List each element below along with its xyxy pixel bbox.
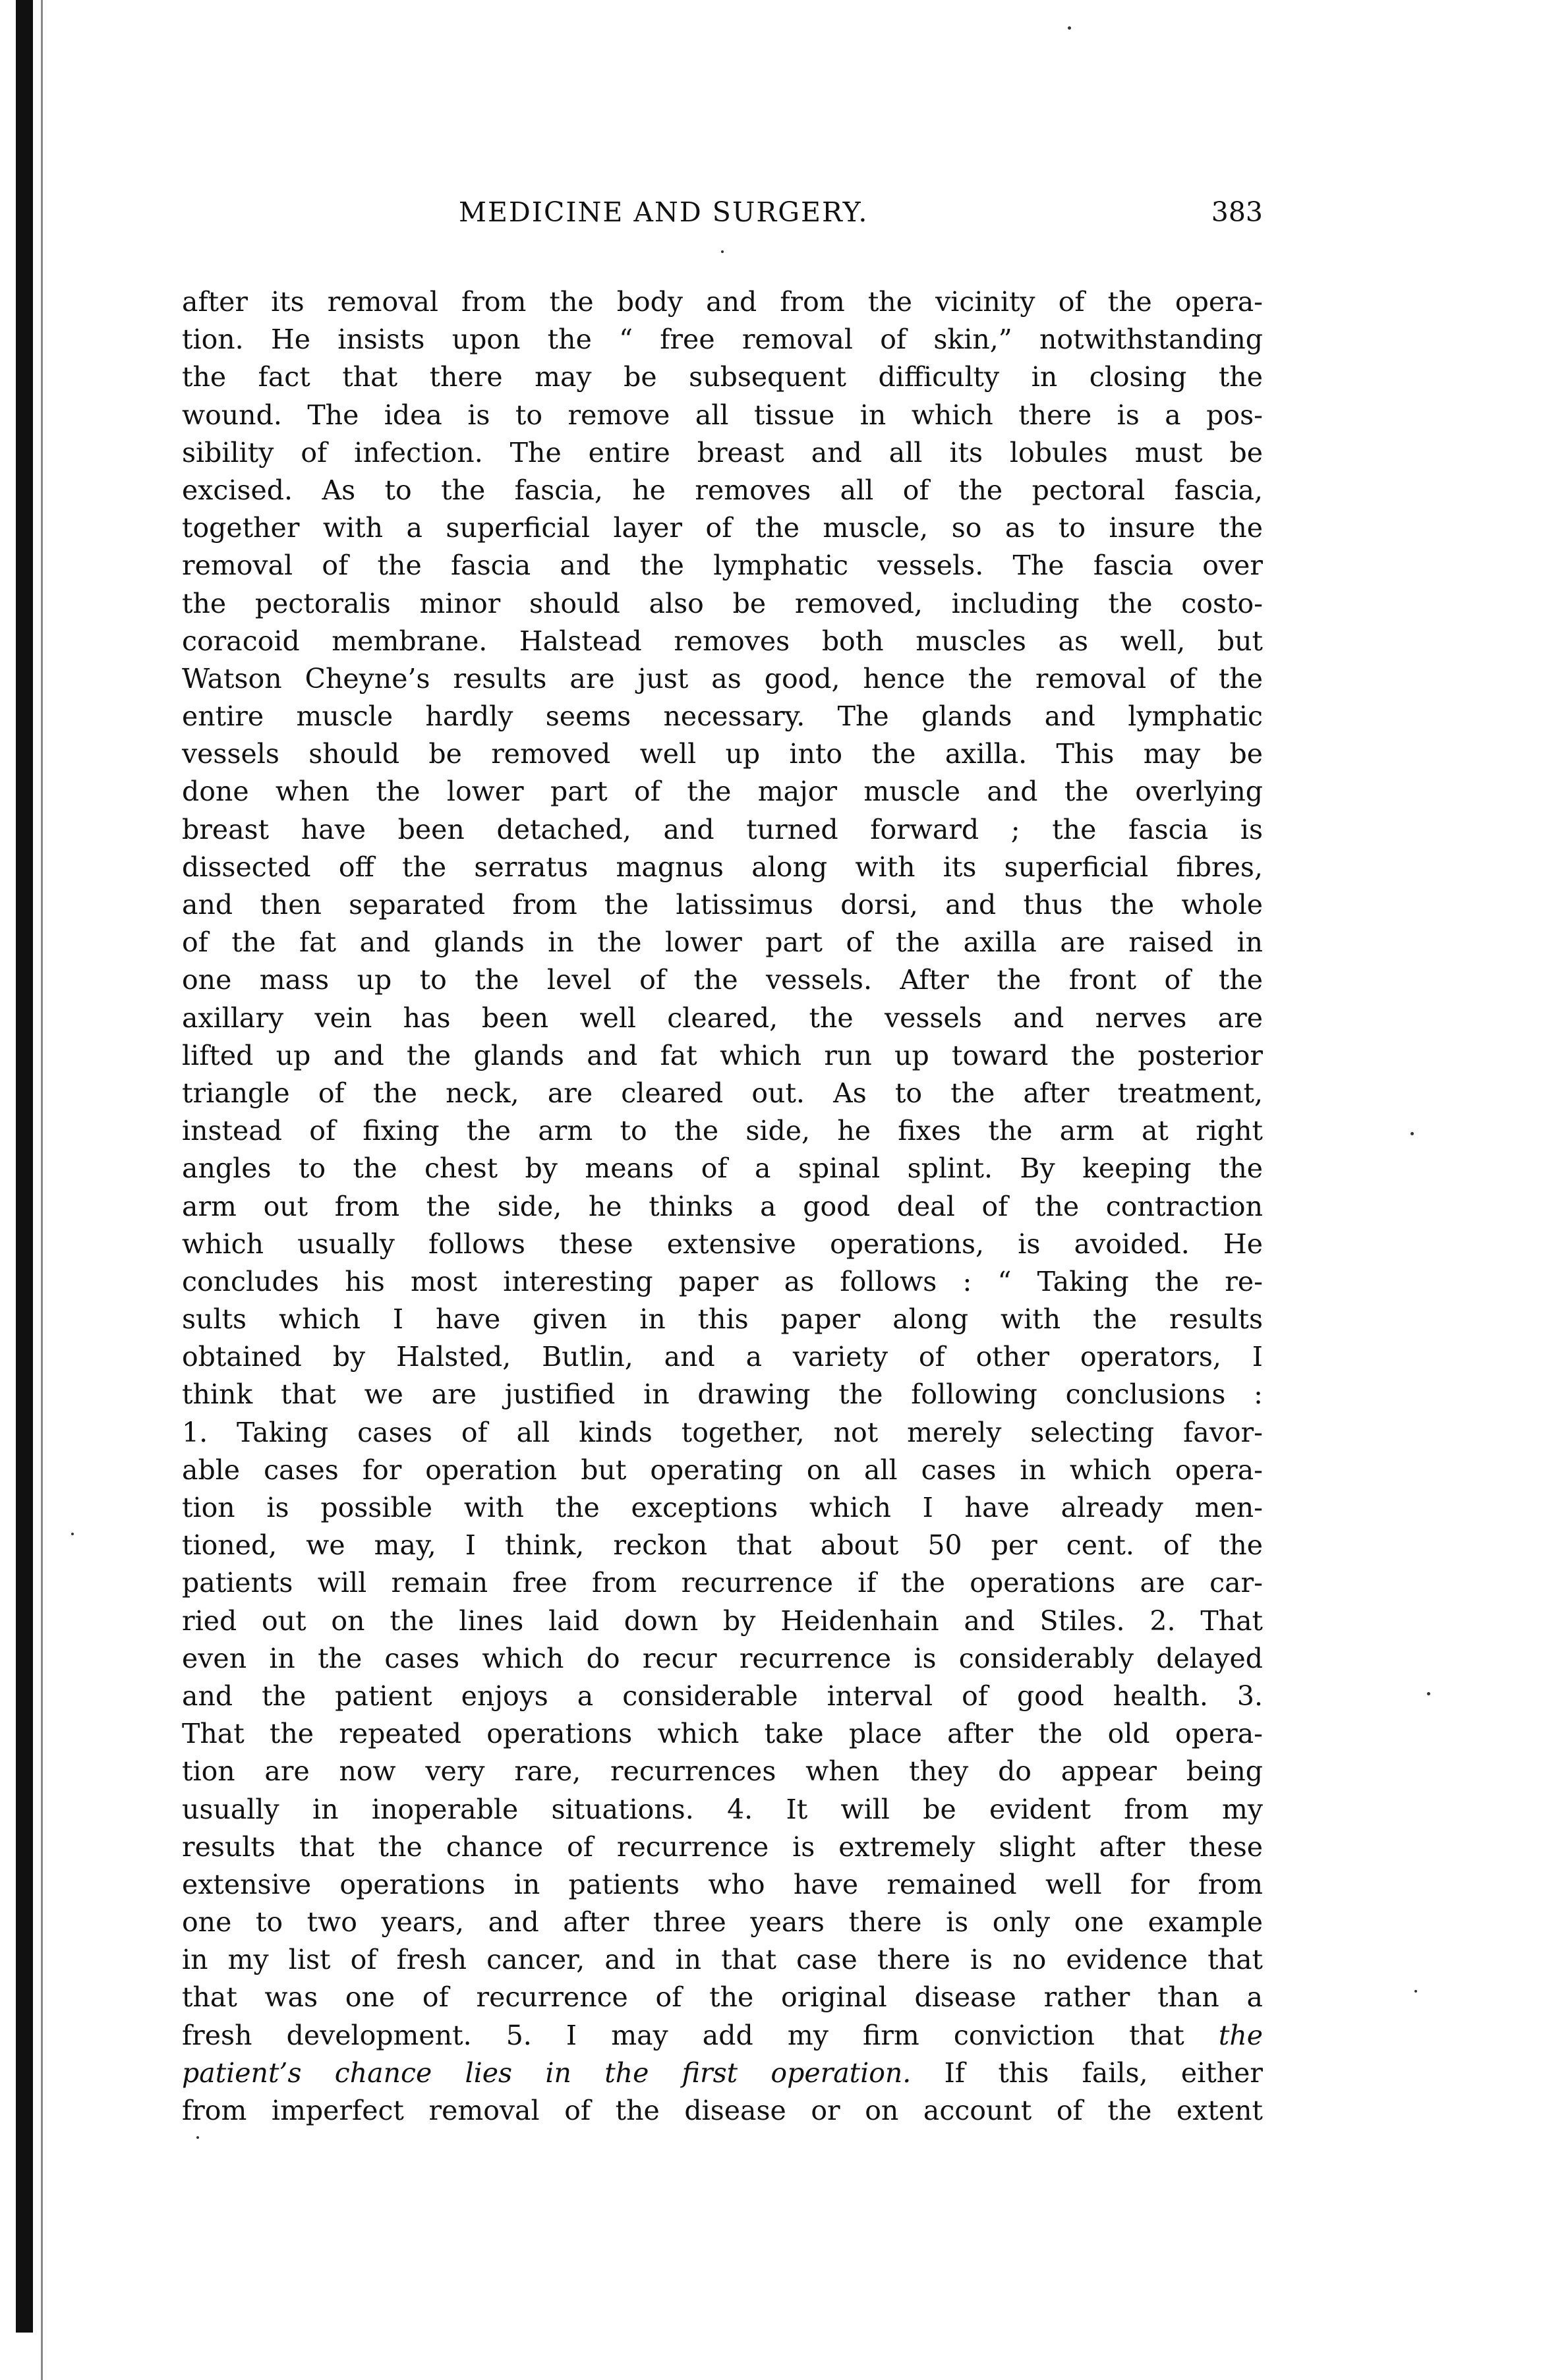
text-line [182, 1979, 1263, 2016]
text-segment: sibility of infection. The entire breast and all its lobules must be [182, 436, 1263, 468]
text-line [182, 1489, 1263, 1527]
text-segment: breast have been detached, and turned forward ; the fascia is [182, 813, 1263, 845]
text-line [182, 1715, 1263, 1753]
text-segment: Watson Cheyne’s results are just as good, hence the removal of the [182, 662, 1263, 694]
text-segment: done when the lower part of the major muscle and the overlying [182, 776, 1263, 808]
text-segment: entire muscle hardly seems necessary. The glands and lymphatic [182, 700, 1263, 733]
text-line [182, 585, 1263, 623]
text-segment: ried out on the lines laid down by Heidenhain and Stiles. 2. That [182, 1604, 1263, 1637]
text-segment: lifted up and the glands and fat which run up toward the posterior [182, 1039, 1263, 1071]
text-segment: wound. The idea is to remove all tissue in which there is a pos- [182, 399, 1263, 431]
text-segment: triangle of the neck, are cleared out. As to the after treatment, [182, 1077, 1263, 1109]
text-segment: and the patient enjoys a considerable interval of good health. 3. [182, 1680, 1263, 1712]
text-line [182, 1904, 1263, 1941]
text-line [182, 2017, 1263, 2054]
text-line [182, 886, 1263, 924]
text-line [182, 547, 1263, 584]
text-line [182, 1338, 1263, 1376]
text-line [182, 1527, 1263, 1564]
text-line [182, 1452, 1263, 1489]
text-line [182, 472, 1263, 509]
text-segment: patients will remain free from recurrence if the operations are car- [182, 1567, 1263, 1599]
text-line [182, 1791, 1263, 1828]
italic-segment: patient’s chance lies in the first operation. [182, 2056, 912, 2089]
print-speck [196, 2136, 199, 2139]
text-segment: after its removal from the body and from the vicinity of the opera- [182, 286, 1263, 318]
text-line [182, 623, 1263, 660]
text-line [182, 1678, 1263, 1715]
text-segment: obtained by Halsted, Butlin, and a variety of other operators, I [182, 1341, 1263, 1373]
text-segment: fresh development. 5. I may add my firm conviction that [182, 2019, 1219, 2051]
text-line [182, 1828, 1263, 1866]
text-segment: instead of fixing the arm to the side, he fixes the arm at right [182, 1115, 1263, 1147]
text-line [182, 397, 1263, 434]
text-line [182, 509, 1263, 547]
text-line [182, 773, 1263, 810]
print-speck [1427, 1692, 1430, 1695]
text-line [182, 1150, 1263, 1187]
body-text [182, 283, 1263, 2130]
text-line [182, 1564, 1263, 1602]
text-segment: extensive operations in patients who have remained well for from [182, 1868, 1263, 1900]
page-binding-shadow [41, 0, 43, 2380]
text-segment: coracoid membrane. Halstead removes both muscles as well, but [182, 625, 1263, 657]
text-line [182, 1263, 1263, 1301]
text-line [182, 1188, 1263, 1226]
text-line [182, 735, 1263, 773]
text-line [182, 2092, 1263, 2130]
text-segment: that was one of recurrence of the original disease rather than a [182, 1981, 1263, 2014]
text-segment: together with a superficial layer of the muscle, so as to insure the [182, 512, 1263, 544]
text-segment: angles to the chest by means of a spinal splint. By keeping the [182, 1152, 1263, 1185]
text-segment: in my list of fresh cancer, and in that case there is no evidence that [182, 1944, 1263, 1976]
text-line [182, 1037, 1263, 1075]
text-line [182, 1112, 1263, 1150]
page-number: 383 [1211, 196, 1263, 228]
text-line [182, 1941, 1263, 1979]
print-speck [1410, 1132, 1414, 1135]
text-segment: vessels should be removed well up into the axilla. This may be [182, 738, 1263, 770]
print-speck [1414, 1990, 1417, 1993]
text-segment: sults which I have given in this paper along with the results [182, 1303, 1263, 1336]
text-segment: tion is possible with the exceptions which I have already men- [182, 1492, 1263, 1523]
text-line [182, 283, 1263, 321]
text-line [182, 358, 1263, 396]
text-line [182, 321, 1263, 358]
text-segment: one to two years, and after three years there is only one example [182, 1906, 1263, 1939]
text-line [182, 2054, 1263, 2092]
text-segment: one mass up to the level of the vessels. After the front of the [182, 964, 1263, 996]
text-segment: and then separated from the latissimus dorsi, and thus the whole [182, 889, 1263, 921]
text-segment: which usually follows these extensive operations, is avoided. He [182, 1228, 1263, 1260]
text-line [182, 1414, 1263, 1452]
text-line [182, 1866, 1263, 1904]
text-line [182, 1753, 1263, 1790]
text-segment: removal of the fascia and the lymphatic vessels. The fascia over [182, 550, 1263, 582]
text-line [182, 660, 1263, 698]
text-line [182, 1640, 1263, 1678]
italic-segment: the [1218, 2019, 1263, 2051]
text-line [182, 1075, 1263, 1112]
text-segment: tion. He insists upon the “ free removal of skin,” notwithstanding [182, 324, 1263, 356]
text-line [182, 1376, 1263, 1413]
text-segment: 1. Taking cases of all kinds together, not merely selecting favor- [182, 1416, 1263, 1448]
text-segment: able cases for operation but operating on all cases in which opera- [182, 1454, 1263, 1486]
text-segment: concludes his most interesting paper as follows : “ Taking the re- [182, 1265, 1263, 1297]
text-segment: axillary vein has been well cleared, the vessels and nerves are [182, 1002, 1263, 1034]
text-segment: results that the chance of recurrence is extremely slight after these [182, 1830, 1263, 1863]
text-line [182, 1602, 1263, 1640]
print-speck [71, 1533, 74, 1535]
print-speck [1068, 26, 1071, 30]
text-segment: tion are now very rare, recurrences when they do appear being [182, 1755, 1263, 1788]
text-segment: of the fat and glands in the lower part of the axilla are raised in [182, 926, 1263, 959]
text-segment: excised. As to the fascia, he removes all of the pectoral fascia, [182, 474, 1263, 506]
text-line [182, 698, 1263, 735]
text-segment: That the repeated operations which take place after the old opera- [182, 1718, 1263, 1750]
text-line [182, 924, 1263, 961]
text-line [182, 1000, 1263, 1037]
text-segment: the fact that there may be subsequent difficulty in closing the [182, 361, 1263, 393]
print-speck [721, 250, 724, 253]
text-line [182, 1226, 1263, 1263]
text-segment: even in the cases which do recur recurrence is considerably delayed [182, 1642, 1263, 1674]
text-line [182, 434, 1263, 472]
text-segment: tioned, we may, I think, reckon that about 50 per cent. of the [182, 1529, 1263, 1562]
running-head [182, 196, 1263, 242]
text-line [182, 1301, 1263, 1338]
text-segment: think that we are justified in drawing the following conclusions : [182, 1378, 1263, 1411]
text-line [182, 961, 1263, 999]
text-line [182, 849, 1263, 886]
text-line [182, 811, 1263, 849]
text-segment: arm out from the side, he thinks a good deal of the contraction [182, 1190, 1263, 1222]
text-segment: If this fails, either [911, 2056, 1264, 2089]
text-segment: usually in inoperable situations. 4. It will be evident from my [182, 1793, 1263, 1825]
page-binding-edge [16, 0, 33, 2333]
text-segment: the pectoralis minor should also be removed, including the costo- [182, 587, 1263, 619]
text-segment: dissected off the serratus magnus along with its superficial fibres, [182, 851, 1263, 883]
text-segment: from imperfect removal of the disease or on account of the extent [182, 2095, 1263, 2126]
running-title: MEDICINE AND SURGERY. [459, 196, 869, 228]
